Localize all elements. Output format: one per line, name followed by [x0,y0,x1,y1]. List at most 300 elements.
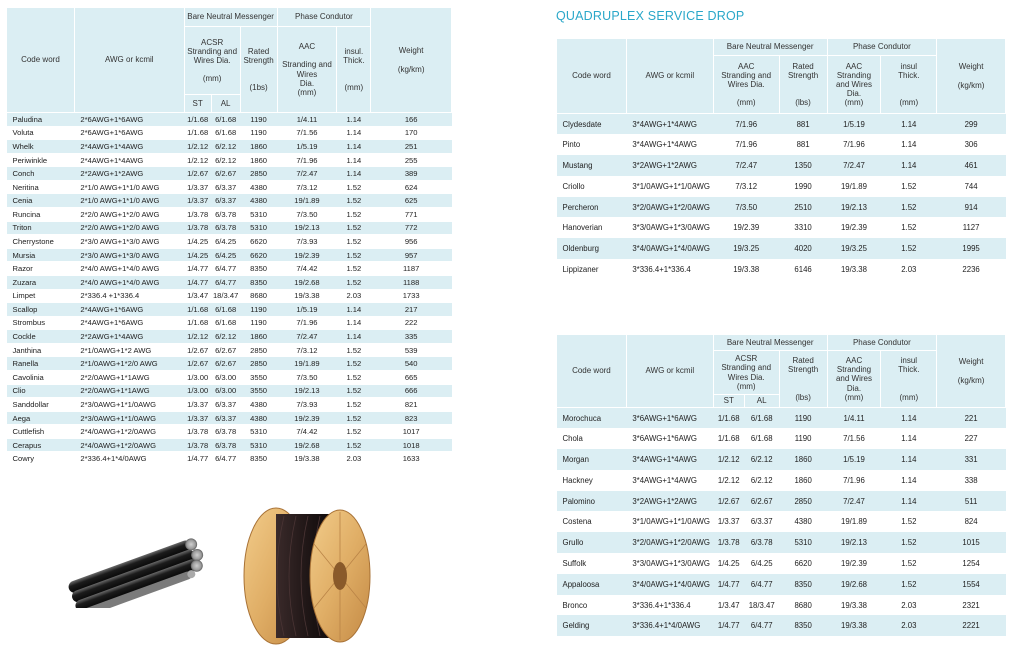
table-cell: 1190 [779,408,827,429]
table-cell: 772 [371,221,452,235]
table-cell: Limpet [7,289,75,303]
table-cell: Morochuca [557,408,627,429]
table-cell: 1190 [240,126,277,140]
table-cell: 18/3.47 [748,600,775,610]
table-cell: 2*2/0 AWG+1*2/0 AWG [74,221,184,235]
table-cell: 389 [371,167,452,181]
table-cell: 1254 [962,558,980,568]
table-cell: 227 [964,434,978,444]
table-cell: 1.52 [337,343,371,357]
table-cell: 1/4.11 [277,113,337,127]
table-cell: Aega [7,411,75,425]
table-cell: 1017 [371,425,452,439]
table-cell: 771 [371,208,452,222]
table-row [557,238,1006,259]
table-cell: 2*1/0 AWG+1*1/0 AWG [74,194,184,208]
table-cell: 3*3/0AWG+1*3/0AWG [632,558,710,568]
table-cell: 1/4.11 [827,408,881,429]
table-cell: 1/4.25 [717,558,740,568]
table-cell: 1015 [937,532,1006,553]
table-cell: 19/2.68 [277,438,337,452]
table-cell: 1/2.67 [713,491,744,512]
table-cell: Runcina [7,208,75,222]
table-cell: 2*2AWG+1*4AWG [74,330,184,344]
table-cell: 823 [371,411,452,425]
table-cell: 19/3.25 [827,238,881,259]
table-cell: 2236 [962,264,980,274]
table-cell: 2221 [937,615,1006,636]
table-cell: 5310 [240,221,277,235]
table-cell: Mursia [7,248,75,262]
table-cell: 1860 [240,153,277,167]
table-row [7,208,452,222]
table-cell: 1.52 [337,194,371,208]
table-cell: 1190 [240,316,277,330]
table-cell: Clio [7,384,75,398]
table-cell: 1990 [794,181,812,191]
table-cell: 7/1.96 [843,475,865,485]
table-cell: 2850 [240,167,277,181]
table-cell: 7/4.42 [277,262,337,276]
header-insul-thick: insul Thick. (mm) [881,56,937,114]
table-cell: 1350 [779,155,827,176]
table-cell: 2*2/0AWG+1*1AWG [74,384,184,398]
table-cell: 2*4AWG+1*4AWG [74,153,184,167]
table-cell: 6/4.77 [211,452,240,466]
quadruplex-aac-table [556,38,1006,280]
table-cell: 1.14 [337,153,371,167]
table-cell: 744 [964,181,978,191]
table-cell: 4380 [240,180,277,194]
table-cell: 3*336.4+1*336.4 [632,600,691,610]
table-cell: 2.03 [901,600,917,610]
table-cell: 1/1.68 [184,303,211,317]
table-cell: 2*2AWG+1*2AWG [74,167,184,181]
table-cell: 1/3.47 [184,289,211,303]
header-code-word: Code word [7,8,75,113]
table-cell: 6/3.78 [744,532,779,553]
table-cell: 1.52 [901,223,917,233]
table-cell: 1/4.77 [184,262,211,276]
table-cell: 1/3.37 [184,180,211,194]
table-cell: 1/2.12 [184,153,211,167]
table-row [557,259,1006,280]
table-cell: 170 [371,126,452,140]
table-cell: 1.52 [337,248,371,262]
table-row [557,511,1006,532]
table-cell: 1/5.19 [277,303,337,317]
table-cell: 7/3.12 [277,180,337,194]
table-cell: 1190 [240,303,277,317]
table-cell: 3*336.4+1*4/0AWG [626,615,713,636]
table-cell: 19/1.89 [277,194,337,208]
table-cell: 6/2.67 [211,357,240,371]
table-cell: 7/3.12 [735,181,758,191]
table-cell: 5310 [240,425,277,439]
table-cell: 8350 [240,452,277,466]
table-row [557,197,1006,218]
table-cell: 6/3.37 [211,194,240,208]
table-row [7,140,452,154]
table-cell: 338 [964,475,978,485]
table-row [7,248,452,262]
table-cell: 299 [937,114,1006,135]
table-row [7,438,452,452]
table-cell: Ranella [7,357,75,371]
header-weight: Weight (kg/km) [937,335,1006,408]
table-cell: 1.52 [901,558,917,568]
table-cell: 1995 [937,238,1006,259]
table-cell: 1.14 [337,140,371,154]
table-cell: 6620 [240,248,277,262]
table-cell: 7/2.47 [713,155,779,176]
table-cell: 666 [371,384,452,398]
table-row [7,289,452,303]
table-cell: 1/3.78 [184,221,211,235]
table-cell: 1.52 [337,425,371,439]
table-cell: 5310 [240,208,277,222]
table-cell: 4380 [794,517,812,527]
table-cell: Cockle [7,330,75,344]
table-cell: 6/2.67 [211,167,240,181]
header-weight: Weight (kg/km) [371,8,452,113]
table-cell: 7/1.96 [843,140,865,150]
table-cell: 3310 [794,223,812,233]
table-cell: 7/1.96 [277,153,337,167]
table-cell: 7/3.50 [277,370,337,384]
table-cell: 3*1/0AWG+1*1/0AWG [632,181,710,191]
table-cell: 19/3.38 [733,264,760,274]
table-row [7,180,452,194]
cable-photo [58,528,228,608]
table-row [557,491,1006,512]
header-al: AL [211,95,240,113]
header-bare-neutral: Bare Neutral Messenger [713,39,827,56]
header-code-word: Code word [557,39,627,114]
table-cell: 3*2/0AWG+1*2/0AWG [626,197,713,218]
table-cell: 19/3.38 [827,615,881,636]
table-cell: 8680 [240,289,277,303]
table-row [7,343,452,357]
table-cell: 6/2.12 [211,330,240,344]
table-cell: 6/2.12 [750,475,773,485]
table-cell: 3550 [240,384,277,398]
table-row [557,595,1006,616]
table-cell: 6/4.25 [211,235,240,249]
triplex-spec-table [6,7,452,466]
table-cell: Percheron [557,197,627,218]
header-insul-thick: insul. Thick. (mm) [337,27,371,113]
table-row [7,452,452,466]
table-cell: 6/1.68 [211,316,240,330]
table-cell: 1190 [794,434,812,444]
table-cell: 6/3.78 [211,438,240,452]
table-row [7,425,452,439]
table-cell: 625 [371,194,452,208]
table-row [7,113,452,127]
table-cell: 6/4.77 [211,262,240,276]
table-cell: 1/3.47 [717,600,740,610]
table-cell: 3550 [240,370,277,384]
table-cell: 511 [937,491,1006,512]
table-cell: 1.14 [337,316,371,330]
table-cell: 255 [371,153,452,167]
header-bare-neutral: Bare Neutral Messenger [713,335,827,351]
table-cell: 1/3.00 [184,370,211,384]
table-cell: 1.52 [337,275,371,289]
table-cell: 2*3/0AWG+1*1/0AWG [74,398,184,412]
table-cell: 2.03 [337,452,371,466]
table-row [7,411,452,425]
table-cell: 824 [964,517,978,527]
header-insul-thick: insul Thick. (mm) [881,351,937,408]
table-row [7,194,452,208]
table-cell: 1/4.77 [184,452,211,466]
table-cell: 6/1.68 [211,126,240,140]
table-cell: 1/1.68 [184,126,211,140]
table-row [557,408,1006,429]
table-cell: 1860 [240,140,277,154]
table-cell: 221 [937,408,1006,429]
table-cell: 2*4AWG+1*6AWG [74,316,184,330]
table-cell: 1554 [937,574,1006,595]
table-cell: 1.52 [337,411,371,425]
table-cell: 1.14 [881,408,937,429]
table-cell: 7/2.47 [277,330,337,344]
table-row [7,221,452,235]
table-cell: 2*3/0 AWG+1*3/0 AWG [74,235,184,249]
table-cell: 4380 [240,398,277,412]
table-cell: 2*1/0 AWG+1*1/0 AWG [74,180,184,194]
table-cell: 331 [937,449,1006,470]
table-row [7,126,452,140]
table-cell: Gelding [557,615,627,636]
header-rated-strength: Rated Strength (lbs) [779,351,827,408]
table-row [557,134,1006,155]
table-cell: 5310 [240,438,277,452]
table-cell: 665 [371,370,452,384]
table-cell: 6146 [794,264,812,274]
table-cell: 6/4.25 [211,248,240,262]
table-cell: 2*4AWG+1*4AWG [74,140,184,154]
table-cell: Janthina [7,343,75,357]
table-row [557,449,1006,470]
table-cell: 19/2.13 [277,384,337,398]
table-cell: 539 [371,343,452,357]
header-rated-strength: Rated Strength (1bs) [240,27,277,113]
table-cell: 2*6AWG+1*6AWG [74,126,184,140]
table-cell: Pinto [562,140,581,150]
table-cell: 7/3.50 [713,197,779,218]
table-cell: 19/3.38 [277,452,337,466]
table-cell: 881 [796,140,810,150]
table-cell: 1.52 [901,517,917,527]
table-cell: 7/2.47 [827,155,881,176]
table-cell: Oldenburg [557,238,627,259]
table-cell: 3*336.4+1*336.4 [632,264,691,274]
table-cell: 19/2.13 [827,197,881,218]
table-cell: Chola [562,434,583,444]
table-cell: 6/4.77 [744,615,779,636]
table-cell: 7/3.93 [277,398,337,412]
table-cell: 1.14 [337,113,371,127]
header-st: ST [713,395,744,408]
table-cell: 7/3.50 [277,208,337,222]
table-row [557,532,1006,553]
table-row [557,114,1006,135]
table-cell: 1.52 [881,238,937,259]
table-cell: 19/2.39 [277,248,337,262]
table-cell: Suffolk [562,558,587,568]
table-cell: Cerapus [7,438,75,452]
table-cell: 2*1/0AWG+1*2/0 AWG [74,357,184,371]
table-cell: 2*4/0 AWG+1*4/0 AWG [74,275,184,289]
table-cell: 1/3.37 [184,411,211,425]
table-cell: 1/3.78 [713,532,744,553]
table-cell: 1.52 [881,532,937,553]
table-cell: 1/1.68 [184,316,211,330]
table-cell: 1.52 [337,357,371,371]
table-cell: Cavolinia [7,370,75,384]
table-cell: 1/4.77 [184,275,211,289]
header-code-word: Code word [557,335,627,408]
table-cell: 8680 [794,600,812,610]
table-cell: 1860 [240,330,277,344]
table-cell: 6/3.37 [750,517,773,527]
table-cell: 1633 [371,452,452,466]
header-weight: Weight (kg/km) [937,39,1006,114]
table-cell: Razor [7,262,75,276]
table-cell: 2850 [779,491,827,512]
table-row [7,316,452,330]
table-cell: 2*4/0AWG+1*2/0AWG [74,425,184,439]
table-cell: Criollo [562,181,585,191]
table-cell: 2*3/0 AWG+1*3/0 AWG [74,248,184,262]
table-cell: 1/2.12 [184,140,211,154]
table-cell: 3*4AWG+1*4AWG [632,140,697,150]
table-row [7,357,452,371]
table-cell: 7/1.96 [277,316,337,330]
table-cell: 2*2/0 AWG+1*2/0 AWG [74,208,184,222]
table-cell: 3*1/0AWG+1*1/0AWG [632,517,710,527]
table-cell: 2*3/0AWG+1*1/0AWG [74,411,184,425]
header-aac: AAC Stranding and Wires Dia. (mm) [277,27,337,113]
quadruplex-acsr-table [556,334,1006,636]
table-cell: 3*4AWG+1*4AWG [626,449,713,470]
table-cell: 1187 [371,262,452,276]
table-cell: 1.52 [901,181,917,191]
table-cell: 7/3.93 [277,235,337,249]
table-cell: 2.03 [901,264,917,274]
table-cell: 3*2/0AWG+1*2/0AWG [626,532,713,553]
table-row [557,217,1006,238]
table-cell: Scallop [7,303,75,317]
table-row [557,574,1006,595]
table-cell: Strombus [7,316,75,330]
table-cell: Voluta [7,126,75,140]
page-title: QUADRUPLEX SERVICE DROP [556,9,745,23]
table-cell: Grullo [557,532,627,553]
table-cell: 6/3.37 [211,180,240,194]
table-cell: 1.14 [881,155,937,176]
table-cell: 1/1.68 [717,434,740,444]
table-cell: 1.52 [881,197,937,218]
table-cell: 1.14 [881,491,937,512]
table-row [7,398,452,412]
table-cell: 335 [371,330,452,344]
table-cell: 3*3/0AWG+1*3/0AWG [632,223,710,233]
table-cell: 19/3.38 [277,289,337,303]
table-cell: Clydesdate [557,114,627,135]
table-cell: 3*6AWG+1*6AWG [626,408,713,429]
table-cell: 2850 [240,343,277,357]
table-cell: 7/1.56 [277,126,337,140]
table-cell: 957 [371,248,452,262]
table-cell: 19/2.39 [733,223,760,233]
table-row [7,153,452,167]
table-cell: 2.03 [881,615,937,636]
table-cell: 19/3.38 [840,264,867,274]
table-cell: 1.52 [337,370,371,384]
header-phase-conductor: Phase Condutor [827,39,937,56]
table-row [7,275,452,289]
table-row [557,176,1006,197]
table-row [7,262,452,276]
table-cell: Appaloosa [557,574,627,595]
table-cell: 1/3.78 [184,425,211,439]
table-cell: 217 [371,303,452,317]
table-cell: 2.03 [337,289,371,303]
header-acsr: ACSR Stranding and Wires Dia. (mm) [184,27,240,95]
table-cell: 6/3.00 [211,370,240,384]
table-cell: 624 [371,180,452,194]
table-cell: 6/3.37 [211,398,240,412]
table-cell: 1/2.12 [717,475,740,485]
table-cell: 6/1.68 [211,113,240,127]
table-row [7,303,452,317]
table-cell: 6/1.68 [744,408,779,429]
header-st: ST [184,95,211,113]
table-cell: 1.14 [901,475,917,485]
table-cell: Whelk [7,140,75,154]
header-bare-neutral: Bare Neutral Messenger [184,8,277,27]
header-acsr: ACSR Stranding and Wires Dia. (mm) [713,351,779,395]
table-cell: Paludina [7,113,75,127]
table-cell: 7/3.12 [277,343,337,357]
table-cell: 19/1.89 [840,517,867,527]
table-cell: Lippizaner [562,264,599,274]
table-cell: 1.52 [337,384,371,398]
table-row [557,155,1006,176]
table-cell: 1127 [962,223,980,233]
table-row [7,330,452,344]
cable-reel-photo [240,500,374,646]
table-cell: 7/1.96 [713,114,779,135]
table-cell: 1.52 [337,262,371,276]
table-cell: 3*4AWG+1*4AWG [626,114,713,135]
table-cell: Sanddollar [7,398,75,412]
table-cell: 1/3.78 [184,438,211,452]
table-cell: 2*4/0AWG+1*2/0AWG [74,438,184,452]
table-cell: 6/2.12 [211,140,240,154]
table-cell: Neritina [7,180,75,194]
table-cell: 7/1.56 [843,434,865,444]
table-cell: 6/3.78 [211,208,240,222]
table-cell: 19/2.39 [277,411,337,425]
table-cell: 1/4.77 [713,615,744,636]
table-row [7,384,452,398]
table-cell: 6/2.67 [211,343,240,357]
